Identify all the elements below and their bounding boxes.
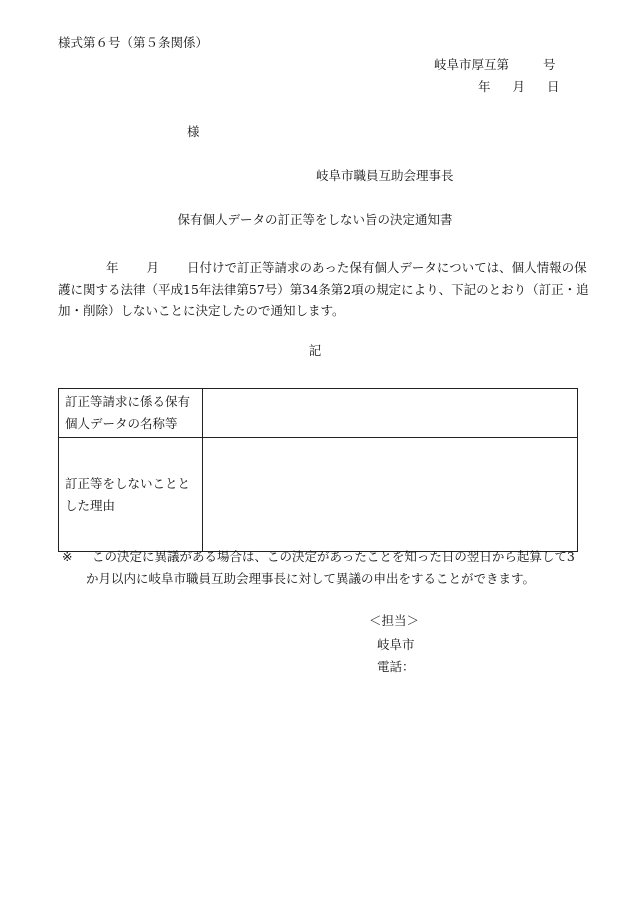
table-value-reason[interactable] xyxy=(203,438,578,552)
table-value-data-name[interactable] xyxy=(203,389,578,438)
appeal-note xyxy=(62,546,582,590)
ki-heading: 記 xyxy=(308,343,322,358)
contact-city: 岐阜市 xyxy=(377,637,415,652)
note-mark: ※ xyxy=(62,549,73,564)
office-number-line xyxy=(434,57,556,73)
note-line-2-text: か月以内に岐阜市職員互助会理事長に対して異議の申出をすることができます。 xyxy=(86,571,536,586)
contact-phone-label: 電話： xyxy=(377,659,415,674)
body-year: 年 xyxy=(106,260,119,275)
notice-body xyxy=(58,257,589,322)
body-line-2: 護に関する法律（平成15年法律第57号）第34条第2項の規定により、下記のとおり（訂正・追 xyxy=(58,281,589,297)
body-line-1 xyxy=(58,257,587,279)
note-line-1 xyxy=(62,546,582,568)
table-label-reason: 訂正等をしないこととした理由 xyxy=(59,438,203,552)
document-title: 保有個人データの訂正等をしない旨の決定通知書 xyxy=(177,212,453,227)
body-month: 月 xyxy=(146,260,160,275)
issue-date xyxy=(478,79,560,95)
note-line-1-text: この決定に異議がある場合は、この決定があったことを知った日の翌日から起算して3 xyxy=(92,549,575,564)
decision-table xyxy=(58,388,578,552)
date-day: 日 xyxy=(547,79,560,94)
form-number: 様式第６号（第５条関係） xyxy=(58,35,209,50)
sender-name: 岐阜市職員互助会理事長 xyxy=(316,168,454,183)
table-row xyxy=(59,438,578,552)
office-number-suffix: 号 xyxy=(543,57,556,72)
body-line-3: 加・削除）しないことに決定したので通知します。 xyxy=(58,303,345,318)
table-row xyxy=(59,389,578,438)
contact-heading: ＜担当＞ xyxy=(369,613,420,628)
office-number-prefix: 岐阜市厚互第 xyxy=(434,57,510,72)
note-line-2 xyxy=(62,568,582,590)
date-year: 年 xyxy=(478,79,491,94)
addressee-honorific: 様 xyxy=(187,124,200,139)
table-label-data-name: 訂正等請求に係る保有個人データの名称等 xyxy=(59,389,203,438)
date-month: 月 xyxy=(512,79,526,94)
body-line-1-text: 日付けで訂正等請求のあった保有個人データについては、個人情報の保 xyxy=(187,260,587,275)
